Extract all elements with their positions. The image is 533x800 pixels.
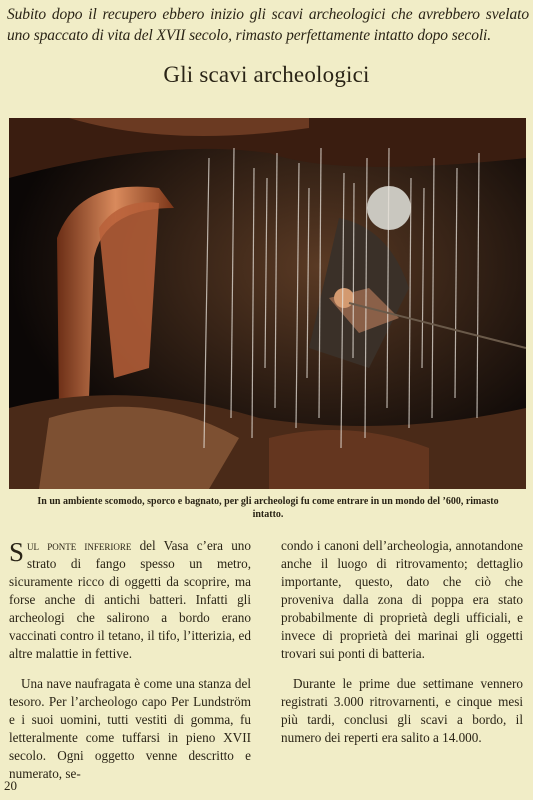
article-paragraph-3: Durante le prime due settimane vennero registrati 3.000 ritrovarnenti, e cinque mesi più tardi, conclusi gli scavi a bordo, il numero dei reperti era salito a 14.000. — [281, 676, 523, 745]
lead-smallcaps: ul ponte inferiore — [27, 538, 132, 553]
paragraph-1-text: del Vasa c’era uno strato di fango spesso un metro, sicuramente ricco di oggetti da scoprire, ma forse anche di antichi batteri. Infatti gli archeologi che salirono a bordo erano vaccinati contro il tetano, il tifo, l’itterizia, ed altre malattie in fettive. — [9, 538, 251, 661]
page-number: 20 — [4, 778, 17, 793]
photo-caption: In un ambiente scomodo, sporco e bagnato, per gli archeologi fu come entrare in un mondo del ’600, rimasto intatto. — [37, 496, 499, 520]
article-column-right — [281, 537, 523, 747]
intro-text: Subito dopo il recupero ebbero inizio gli scavi archeologici che avrebbero svelato uno spaccato di vita del XVII secolo, rimasto perfettamente intatto dopo secoli. — [7, 6, 529, 44]
article-column-left — [9, 537, 251, 783]
article-paragraph-1 — [9, 537, 251, 663]
article-paragraph-2-part-1: Una nave naufragata è come una stanza del tesoro. Per l’archeologo capo Per Lundström e i suoi uomini, tutti vestiti di gomma, fu letteralmente come tuffarsi in pieno XVII secolo. Ogni oggetto venne descritto e numerato, se- — [9, 676, 251, 781]
excavation-photo-illustration — [9, 118, 526, 489]
section-title: Gli scavi archeologici — [163, 62, 370, 87]
drop-cap: S — [9, 537, 25, 567]
article-paragraph-2-part-2: condo i canoni dell’archeologia, annotandone anche il luogo di ritrovamento; dettaglio importante, questo, dato che ciò che proveniva dalla zona di poppa era stato probabilmente di proprietà degli ufficiali, e invece di proprietà dei marinai gli oggetti trovari sui ponti di batteria. — [281, 538, 523, 661]
excavation-photo — [9, 118, 526, 489]
